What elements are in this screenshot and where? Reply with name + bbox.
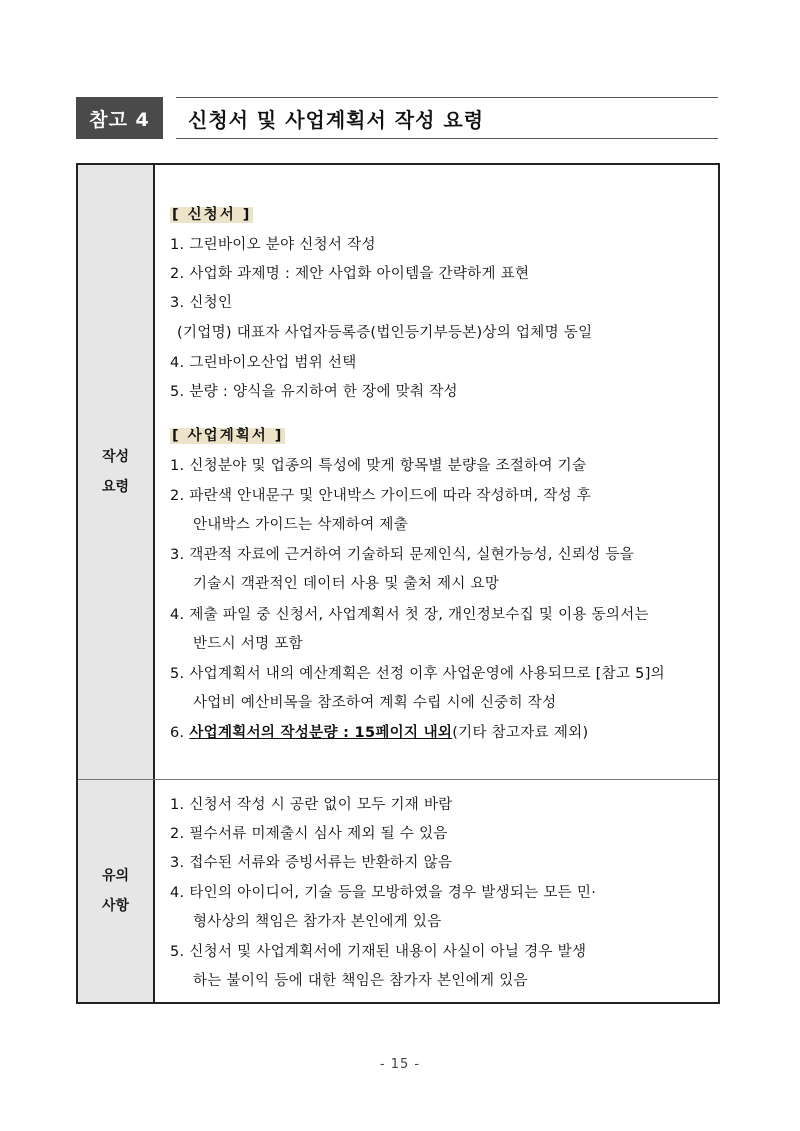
list-item: 5. 신청서 및 사업계획서에 기재된 내용이 사실이 아닐 경우 발생 <box>170 944 587 960</box>
list-item: 3. 객관적 자료에 근거하여 기술하되 문제인식, 실현가능성, 신뢰성 등을 <box>170 547 635 563</box>
list-item: 5. 사업계획서 내의 예산계획은 선정 이후 사업운영에 사용되므로 [참고 5]의 <box>170 666 665 682</box>
list-item: 형사상의 책임은 참가자 본인에게 있음 <box>193 914 442 930</box>
list-item: 5. 분량 : 양식을 유지하여 한 장에 맞춰 작성 <box>170 384 458 400</box>
list-item: 2. 파란색 안내문구 및 안내박스 가이드에 따라 작성하며, 작성 후 <box>170 488 592 504</box>
label-text: 사항 <box>101 898 130 914</box>
title-bar <box>176 97 718 139</box>
row-label-writing-guide <box>78 165 155 779</box>
content-writing-guide <box>155 165 718 779</box>
list-item: 2. 사업화 과제명 : 제안 사업화 아이템을 간략하게 표현 <box>170 266 530 282</box>
page-title: 신청서 및 사업계획서 작성 요령 <box>188 107 485 132</box>
section-heading-application: [ 신청서 ] <box>172 207 252 223</box>
list-item: 4. 그린바이오산업 범위 선택 <box>170 355 357 371</box>
list-item: 기술시 객관적인 데이터 사용 및 출처 제시 요망 <box>193 576 500 592</box>
list-item: 2. 필수서류 미제출시 심사 제외 될 수 있음 <box>170 826 448 842</box>
page-limit-emphasis: 사업계획서의 작성분량 : 15페이지 내외 <box>189 725 453 741</box>
list-item: 하는 불이익 등에 대한 책임은 참가자 본인에게 있음 <box>193 973 528 989</box>
list-item: 반드시 서명 포함 <box>193 636 303 652</box>
list-item: (기업명) 대표자 사업자등록증(법인등기부등본)상의 업체명 동일 <box>177 325 593 341</box>
list-item: 4. 제출 파일 중 신청서, 사업계획서 첫 장, 개인정보수집 및 이용 동의서는 <box>170 607 649 623</box>
list-item: 안내박스 가이드는 삭제하여 제출 <box>193 517 409 533</box>
list-item-page-limit: 6. 사업계획서의 작성분량 : 15페이지 내외(기타 참고자료 제외) <box>170 725 589 741</box>
label-text: 작성 <box>101 449 130 465</box>
label-text: 유의 <box>101 868 130 884</box>
content-notes <box>155 780 718 1002</box>
list-item: 1. 신청서 작성 시 공란 없이 모두 기재 바람 <box>170 797 453 813</box>
table-row-notes <box>78 780 718 1002</box>
reference-tag: 참고 4 <box>76 97 163 139</box>
row-label-notes <box>78 780 155 1002</box>
list-item: 3. 신청인 <box>170 295 233 311</box>
label-text: 요령 <box>101 479 130 495</box>
reference-header <box>76 97 718 139</box>
page-number: - 15 - <box>379 1057 421 1072</box>
list-item: 1. 그린바이오 분야 신청서 작성 <box>170 237 376 253</box>
section-heading-business-plan: [ 사업계획서 ] <box>172 428 284 444</box>
table-row-writing-guide <box>78 165 718 780</box>
guidelines-table <box>76 163 720 1004</box>
list-item: 4. 타인의 아이디어, 기술 등을 모방하였을 경우 발생되는 모든 민· <box>170 885 597 901</box>
list-item: 사업비 예산비목을 참조하여 계획 수립 시에 신중히 작성 <box>193 695 557 711</box>
list-item: 1. 신청분야 및 업종의 특성에 맞게 항목별 분량을 조절하여 기술 <box>170 458 587 474</box>
list-item: 3. 접수된 서류와 증빙서류는 반환하지 않음 <box>170 855 453 871</box>
